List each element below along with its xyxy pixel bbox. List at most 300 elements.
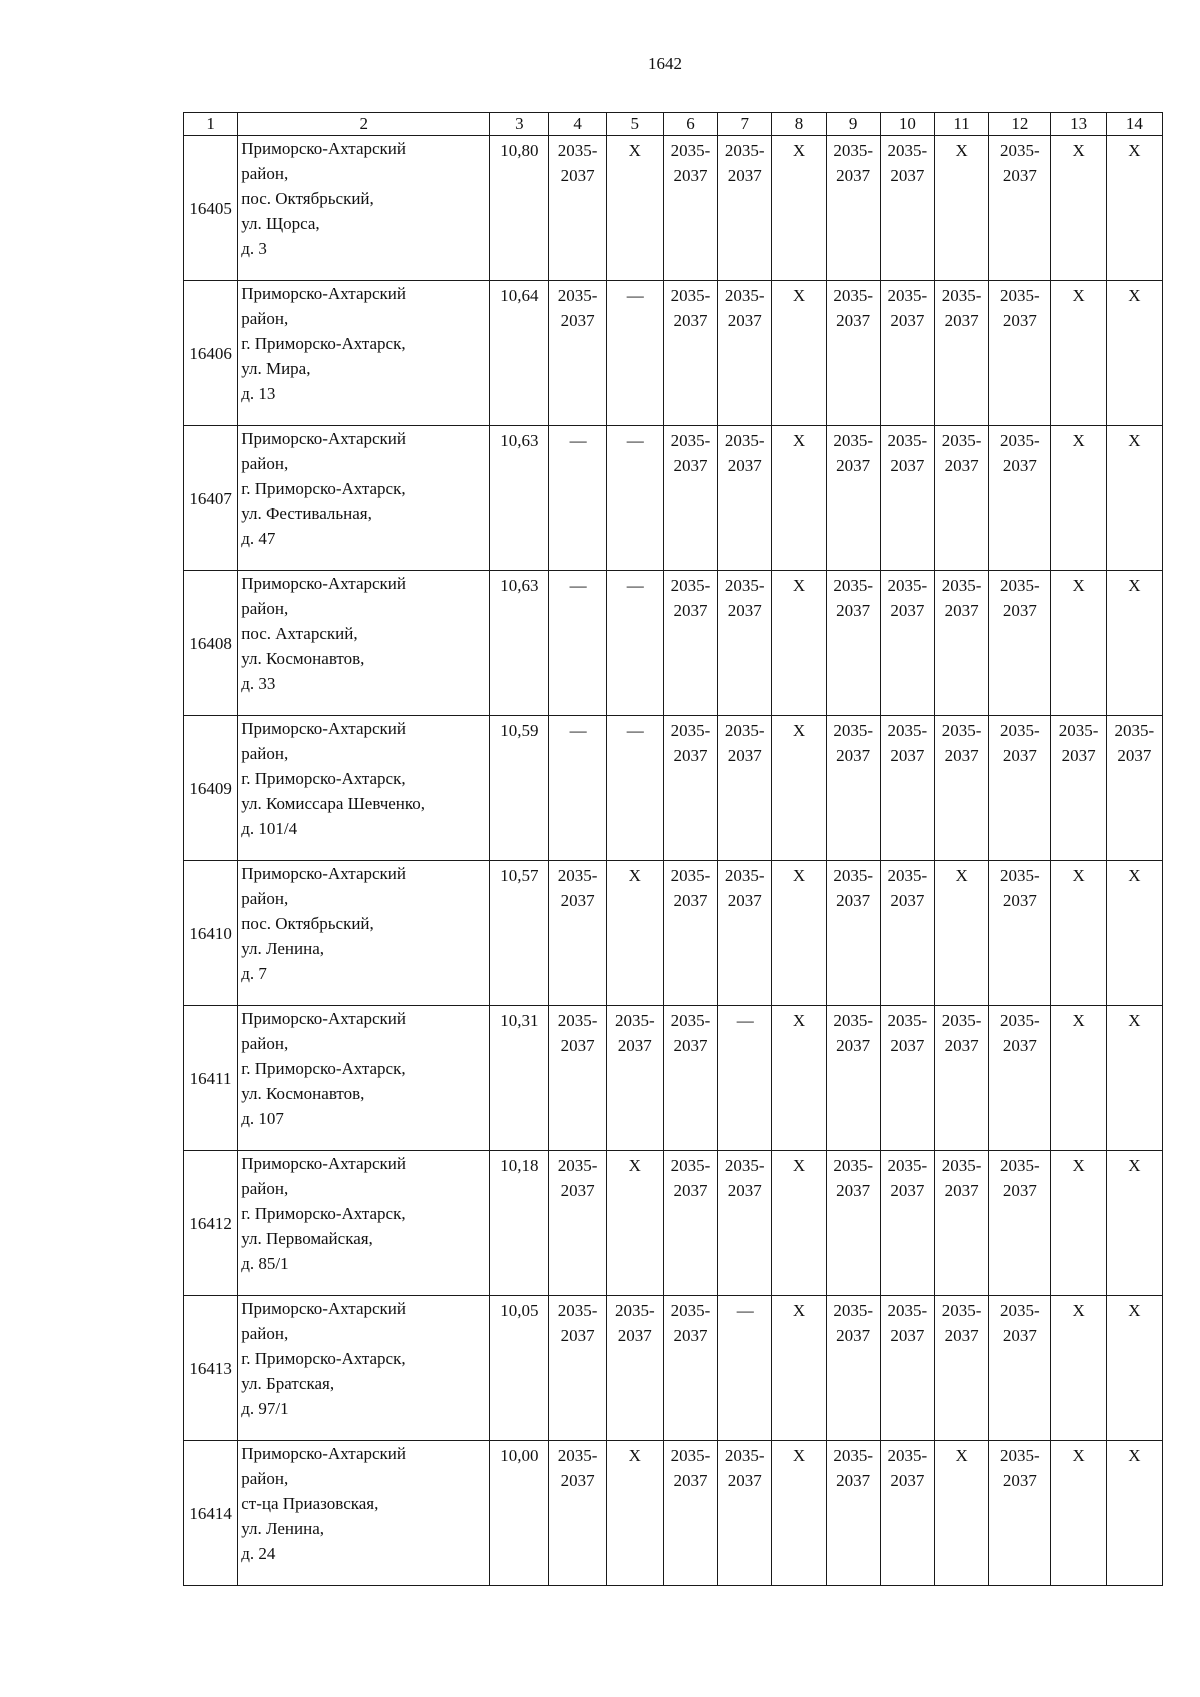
period-value: 2035-2037 bbox=[833, 866, 873, 910]
period-cell-col-6 bbox=[663, 1296, 717, 1441]
row-id-cell: 16409 bbox=[184, 716, 238, 861]
area-cell bbox=[490, 1006, 549, 1151]
period-value: 2035-2037 bbox=[1000, 576, 1040, 620]
period-value: 2035-2037 bbox=[1000, 1301, 1040, 1345]
period-value: 2035-2037 bbox=[670, 721, 711, 765]
period-value: 2035-2037 bbox=[833, 141, 873, 185]
address-line: Приморско-Ахтарский bbox=[241, 139, 406, 158]
address-line: район, bbox=[241, 599, 289, 618]
period-value: Х bbox=[1128, 431, 1141, 450]
period-cell-col-10 bbox=[880, 1441, 934, 1586]
period-value: 2035-2037 bbox=[833, 1301, 873, 1345]
table-row bbox=[184, 1441, 1163, 1586]
period-value: 2035-2037 bbox=[557, 286, 598, 330]
period-cell-col-4 bbox=[549, 426, 606, 571]
address-line: пос. Октябрьский, bbox=[241, 914, 374, 933]
period-cell-col-8 bbox=[772, 861, 826, 1006]
period-cell-col-12 bbox=[989, 426, 1051, 571]
period-value: 2035-2037 bbox=[887, 1301, 928, 1345]
address-line: д. 107 bbox=[241, 1109, 284, 1128]
period-value: Х bbox=[1072, 1446, 1085, 1465]
address-line: Приморско-Ахтарский bbox=[241, 1444, 406, 1463]
period-value: Х bbox=[628, 1156, 641, 1175]
period-cell-col-6 bbox=[663, 716, 717, 861]
period-cell-col-9 bbox=[826, 861, 880, 1006]
column-header-7: 7 bbox=[718, 113, 772, 136]
period-value: 2035-2037 bbox=[941, 1011, 982, 1055]
area-value: 10,64 bbox=[500, 286, 539, 305]
period-cell-col-4 bbox=[549, 1296, 606, 1441]
address-line: район, bbox=[241, 744, 289, 763]
period-value: 2035-2037 bbox=[670, 866, 711, 910]
period-cell-col-4 bbox=[549, 136, 606, 281]
period-cell-col-14 bbox=[1106, 281, 1162, 426]
area-value: 10,18 bbox=[500, 1156, 539, 1175]
period-value: 2035-2037 bbox=[670, 431, 711, 475]
period-cell-col-11 bbox=[935, 1151, 989, 1296]
period-value: 2035-2037 bbox=[614, 1011, 655, 1055]
period-value: Х bbox=[1128, 1301, 1141, 1320]
address-line: д. 7 bbox=[241, 964, 267, 983]
period-cell-col-9 bbox=[826, 281, 880, 426]
period-value: — bbox=[626, 286, 643, 305]
row-id-cell: 16405 bbox=[184, 136, 238, 281]
period-value: — bbox=[569, 721, 586, 740]
address-line: Приморско-Ахтарский bbox=[241, 1154, 406, 1173]
period-cell-col-13 bbox=[1051, 1006, 1106, 1151]
period-cell-col-11 bbox=[935, 281, 989, 426]
period-cell-col-13 bbox=[1051, 281, 1106, 426]
period-cell-col-14 bbox=[1106, 1151, 1162, 1296]
period-cell-col-4 bbox=[549, 1151, 606, 1296]
period-value: Х bbox=[792, 1011, 806, 1030]
period-cell-col-13 bbox=[1051, 571, 1106, 716]
area-cell bbox=[490, 426, 549, 571]
area-value: 10,63 bbox=[500, 576, 539, 595]
column-header-9: 9 bbox=[826, 113, 880, 136]
table-row bbox=[184, 716, 1163, 861]
period-cell-col-9 bbox=[826, 1441, 880, 1586]
period-cell-col-5 bbox=[606, 571, 663, 716]
period-cell-col-6 bbox=[663, 861, 717, 1006]
period-cell-col-5 bbox=[606, 1441, 663, 1586]
period-value: 2035-2037 bbox=[941, 286, 982, 330]
period-value: 2035-2037 bbox=[887, 721, 928, 765]
period-value: — bbox=[736, 1301, 753, 1320]
period-cell-col-14 bbox=[1106, 716, 1162, 861]
period-cell-col-11 bbox=[935, 716, 989, 861]
period-cell-col-6 bbox=[663, 281, 717, 426]
period-cell-col-4 bbox=[549, 571, 606, 716]
period-cell-col-7 bbox=[718, 716, 772, 861]
period-cell-col-9 bbox=[826, 1151, 880, 1296]
address-line: район, bbox=[241, 454, 289, 473]
period-cell-col-10 bbox=[880, 716, 934, 861]
period-value: 2035-2037 bbox=[557, 1156, 598, 1200]
column-header-14: 14 bbox=[1106, 113, 1162, 136]
table-row bbox=[184, 136, 1163, 281]
period-cell-col-8 bbox=[772, 281, 826, 426]
column-header-8: 8 bbox=[772, 113, 826, 136]
address-line: Приморско-Ахтарский bbox=[241, 429, 406, 448]
period-value: 2035-2037 bbox=[887, 1011, 928, 1055]
address-cell bbox=[238, 1296, 490, 1441]
period-value: Х bbox=[1072, 1301, 1085, 1320]
period-cell-col-7 bbox=[718, 1296, 772, 1441]
address-line: ст-ца Приазовская, bbox=[241, 1494, 379, 1513]
column-header-6: 6 bbox=[663, 113, 717, 136]
address-line: ул. Ленина, bbox=[241, 1519, 325, 1538]
period-value: — bbox=[626, 721, 643, 740]
address-line: район, bbox=[241, 164, 289, 183]
period-cell-col-8 bbox=[772, 1006, 826, 1151]
period-cell-col-9 bbox=[826, 1296, 880, 1441]
period-value: 2035-2037 bbox=[887, 141, 928, 185]
address-line: г. Приморско-Ахтарск, bbox=[241, 1059, 406, 1078]
period-value: 2035-2037 bbox=[833, 286, 873, 330]
table-row bbox=[184, 861, 1163, 1006]
address-line: ул. Мира, bbox=[241, 359, 311, 378]
period-cell-col-6 bbox=[663, 426, 717, 571]
column-header-12: 12 bbox=[989, 113, 1051, 136]
period-value: 2035-2037 bbox=[941, 431, 982, 475]
period-value: 2035-2037 bbox=[724, 286, 765, 330]
period-cell-col-12 bbox=[989, 1151, 1051, 1296]
period-value: 2035-2037 bbox=[724, 431, 765, 475]
period-cell-col-11 bbox=[935, 136, 989, 281]
period-cell-col-6 bbox=[663, 1441, 717, 1586]
period-value: 2035-2037 bbox=[1114, 721, 1155, 765]
address-line: район, bbox=[241, 1034, 289, 1053]
address-line: ул. Ленина, bbox=[241, 939, 325, 958]
address-line: Приморско-Ахтарский bbox=[241, 1299, 406, 1318]
address-line: ул. Космонавтов, bbox=[241, 1084, 365, 1103]
period-value: 2035-2037 bbox=[941, 1156, 982, 1200]
period-cell-col-6 bbox=[663, 136, 717, 281]
area-cell bbox=[490, 716, 549, 861]
address-line: Приморско-Ахтарский bbox=[241, 284, 406, 303]
period-cell-col-12 bbox=[989, 1296, 1051, 1441]
period-value: 2035-2037 bbox=[670, 1011, 711, 1055]
address-line: г. Приморско-Ахтарск, bbox=[241, 1204, 406, 1223]
period-value: Х bbox=[1072, 1011, 1085, 1030]
period-cell-col-4 bbox=[549, 861, 606, 1006]
period-value: — bbox=[736, 1011, 753, 1030]
period-cell-col-8 bbox=[772, 716, 826, 861]
period-cell-col-11 bbox=[935, 1441, 989, 1586]
address-line: г. Приморско-Ахтарск, bbox=[241, 334, 406, 353]
column-header-2: 2 bbox=[238, 113, 490, 136]
period-value: 2035-2037 bbox=[1000, 286, 1040, 330]
area-value: 10,05 bbox=[500, 1301, 539, 1320]
table-header-row bbox=[184, 113, 1163, 136]
row-id-cell: 16411 bbox=[184, 1006, 238, 1151]
address-line: район, bbox=[241, 1324, 289, 1343]
address-line: д. 3 bbox=[241, 239, 267, 258]
address-cell bbox=[238, 136, 490, 281]
period-cell-col-13 bbox=[1051, 1296, 1106, 1441]
period-cell-col-4 bbox=[549, 716, 606, 861]
address-cell bbox=[238, 1151, 490, 1296]
area-value: 10,00 bbox=[500, 1446, 539, 1465]
period-value: Х bbox=[1072, 866, 1085, 885]
table-body bbox=[184, 113, 1163, 1586]
row-id-cell: 16412 bbox=[184, 1151, 238, 1296]
area-value: 10,57 bbox=[500, 866, 539, 885]
address-line: Приморско-Ахтарский bbox=[241, 574, 406, 593]
period-cell-col-9 bbox=[826, 716, 880, 861]
period-value: 2035-2037 bbox=[670, 1446, 711, 1490]
area-cell bbox=[490, 571, 549, 716]
period-cell-col-14 bbox=[1106, 1006, 1162, 1151]
period-value: 2035-2037 bbox=[887, 286, 928, 330]
address-line: г. Приморско-Ахтарск, bbox=[241, 769, 406, 788]
period-value: 2035-2037 bbox=[724, 1446, 765, 1490]
period-cell-col-14 bbox=[1106, 571, 1162, 716]
period-value: 2035-2037 bbox=[1058, 721, 1099, 765]
period-cell-col-6 bbox=[663, 1151, 717, 1296]
address-cell bbox=[238, 281, 490, 426]
period-cell-col-7 bbox=[718, 426, 772, 571]
period-cell-col-10 bbox=[880, 281, 934, 426]
address-line: д. 47 bbox=[241, 529, 276, 548]
period-cell-col-13 bbox=[1051, 1151, 1106, 1296]
area-cell bbox=[490, 1296, 549, 1441]
period-cell-col-8 bbox=[772, 1441, 826, 1586]
period-value: Х bbox=[1128, 1011, 1141, 1030]
address-line: ул. Комиссара Шевченко, bbox=[241, 794, 426, 813]
period-value: Х bbox=[792, 431, 806, 450]
address-line: д. 13 bbox=[241, 384, 276, 403]
period-value: 2035-2037 bbox=[941, 576, 982, 620]
period-cell-col-9 bbox=[826, 1006, 880, 1151]
period-cell-col-8 bbox=[772, 426, 826, 571]
period-value: 2035-2037 bbox=[557, 141, 598, 185]
address-line: район, bbox=[241, 1179, 289, 1198]
address-line: ул. Космонавтов, bbox=[241, 649, 365, 668]
period-value: Х bbox=[792, 576, 806, 595]
period-cell-col-4 bbox=[549, 1441, 606, 1586]
row-id-cell: 16407 bbox=[184, 426, 238, 571]
table-row bbox=[184, 426, 1163, 571]
column-header-5: 5 bbox=[606, 113, 663, 136]
period-cell-col-11 bbox=[935, 861, 989, 1006]
period-value: Х bbox=[628, 141, 641, 160]
period-value: Х bbox=[1128, 1156, 1141, 1175]
period-cell-col-8 bbox=[772, 136, 826, 281]
area-cell bbox=[490, 136, 549, 281]
period-cell-col-12 bbox=[989, 1006, 1051, 1151]
period-cell-col-9 bbox=[826, 426, 880, 571]
column-header-3: 3 bbox=[490, 113, 549, 136]
period-value: Х bbox=[955, 141, 968, 160]
period-value: 2035-2037 bbox=[1000, 721, 1040, 765]
period-value: Х bbox=[792, 866, 806, 885]
period-value: Х bbox=[792, 286, 806, 305]
address-cell bbox=[238, 1006, 490, 1151]
period-cell-col-10 bbox=[880, 1006, 934, 1151]
period-cell-col-8 bbox=[772, 571, 826, 716]
period-value: 2035-2037 bbox=[833, 576, 873, 620]
address-line: ул. Первомайская, bbox=[241, 1229, 373, 1248]
address-cell bbox=[238, 571, 490, 716]
period-value: 2035-2037 bbox=[1000, 1156, 1040, 1200]
period-cell-col-7 bbox=[718, 281, 772, 426]
row-id-cell: 16413 bbox=[184, 1296, 238, 1441]
area-value: 10,63 bbox=[500, 431, 539, 450]
period-cell-col-6 bbox=[663, 571, 717, 716]
period-cell-col-14 bbox=[1106, 136, 1162, 281]
period-value: Х bbox=[1128, 141, 1141, 160]
address-cell bbox=[238, 1441, 490, 1586]
period-value: 2035-2037 bbox=[670, 576, 711, 620]
period-cell-col-12 bbox=[989, 571, 1051, 716]
address-cell bbox=[238, 716, 490, 861]
area-cell bbox=[490, 1441, 549, 1586]
period-value: 2035-2037 bbox=[887, 1156, 928, 1200]
period-value: Х bbox=[792, 1446, 806, 1465]
period-cell-col-4 bbox=[549, 1006, 606, 1151]
period-value: Х bbox=[1072, 286, 1085, 305]
period-cell-col-10 bbox=[880, 1151, 934, 1296]
period-value: 2035-2037 bbox=[1000, 866, 1040, 910]
period-cell-col-11 bbox=[935, 426, 989, 571]
period-value: 2035-2037 bbox=[614, 1301, 655, 1345]
period-cell-col-7 bbox=[718, 136, 772, 281]
row-id-cell: 16414 bbox=[184, 1441, 238, 1586]
area-value: 10,59 bbox=[500, 721, 539, 740]
period-value: 2035-2037 bbox=[1000, 141, 1040, 185]
period-cell-col-10 bbox=[880, 426, 934, 571]
period-cell-col-8 bbox=[772, 1151, 826, 1296]
period-cell-col-5 bbox=[606, 136, 663, 281]
period-cell-col-10 bbox=[880, 1296, 934, 1441]
period-value: 2035-2037 bbox=[833, 431, 873, 475]
period-cell-col-14 bbox=[1106, 1296, 1162, 1441]
period-cell-col-5 bbox=[606, 1006, 663, 1151]
table-row bbox=[184, 1006, 1163, 1151]
period-value: — bbox=[626, 431, 643, 450]
address-line: район, bbox=[241, 309, 289, 328]
period-value: — bbox=[626, 576, 643, 595]
period-cell-col-13 bbox=[1051, 426, 1106, 571]
area-value: 10,80 bbox=[500, 141, 539, 160]
period-value: 2035-2037 bbox=[670, 286, 711, 330]
period-cell-col-5 bbox=[606, 281, 663, 426]
period-value: 2035-2037 bbox=[941, 721, 982, 765]
period-cell-col-9 bbox=[826, 136, 880, 281]
column-header-13: 13 bbox=[1051, 113, 1106, 136]
address-line: г. Приморско-Ахтарск, bbox=[241, 1349, 406, 1368]
address-line: Приморско-Ахтарский bbox=[241, 864, 406, 883]
period-value: Х bbox=[792, 1301, 806, 1320]
period-cell-col-11 bbox=[935, 571, 989, 716]
address-line: д. 101/4 bbox=[241, 819, 298, 838]
period-cell-col-10 bbox=[880, 571, 934, 716]
period-value: — bbox=[569, 576, 586, 595]
address-line: д. 33 bbox=[241, 674, 276, 693]
period-cell-col-7 bbox=[718, 1151, 772, 1296]
period-value: 2035-2037 bbox=[887, 866, 928, 910]
period-value: 2035-2037 bbox=[887, 431, 928, 475]
period-value: Х bbox=[1128, 1446, 1141, 1465]
period-cell-col-6 bbox=[663, 1006, 717, 1151]
period-value: 2035-2037 bbox=[724, 1156, 765, 1200]
period-cell-col-5 bbox=[606, 426, 663, 571]
period-cell-col-13 bbox=[1051, 1441, 1106, 1586]
period-cell-col-7 bbox=[718, 861, 772, 1006]
address-cell bbox=[238, 426, 490, 571]
period-cell-col-14 bbox=[1106, 861, 1162, 1006]
period-value: 2035-2037 bbox=[670, 1301, 711, 1345]
period-cell-col-11 bbox=[935, 1006, 989, 1151]
period-cell-col-12 bbox=[989, 281, 1051, 426]
period-value: Х bbox=[1072, 141, 1085, 160]
address-line: Приморско-Ахтарский bbox=[241, 1009, 406, 1028]
row-id-cell: 16408 bbox=[184, 571, 238, 716]
table-row bbox=[184, 1151, 1163, 1296]
period-cell-col-5 bbox=[606, 1296, 663, 1441]
address-line: Приморско-Ахтарский bbox=[241, 719, 406, 738]
period-cell-col-12 bbox=[989, 136, 1051, 281]
period-value: 2035-2037 bbox=[1000, 1446, 1040, 1490]
address-line: ул. Фестивальная, bbox=[241, 504, 372, 523]
column-header-4: 4 bbox=[549, 113, 606, 136]
period-cell-col-13 bbox=[1051, 861, 1106, 1006]
table-row bbox=[184, 1296, 1163, 1441]
area-cell bbox=[490, 1151, 549, 1296]
period-cell-col-9 bbox=[826, 571, 880, 716]
period-value: Х bbox=[1128, 286, 1141, 305]
period-value: 2035-2037 bbox=[724, 141, 765, 185]
area-cell bbox=[490, 281, 549, 426]
period-cell-col-12 bbox=[989, 861, 1051, 1006]
address-line: д. 85/1 bbox=[241, 1254, 289, 1273]
period-value: 2035-2037 bbox=[724, 866, 765, 910]
address-line: д. 24 bbox=[241, 1544, 276, 1563]
period-cell-col-4 bbox=[549, 281, 606, 426]
period-cell-col-10 bbox=[880, 861, 934, 1006]
registry-table bbox=[183, 112, 1163, 1586]
period-value: 2035-2037 bbox=[670, 1156, 711, 1200]
period-value: Х bbox=[792, 721, 806, 740]
period-value: Х bbox=[955, 1446, 968, 1465]
period-value: 2035-2037 bbox=[557, 1446, 598, 1490]
period-cell-col-5 bbox=[606, 716, 663, 861]
period-value: 2035-2037 bbox=[557, 1301, 598, 1345]
period-cell-col-8 bbox=[772, 1296, 826, 1441]
period-cell-col-13 bbox=[1051, 136, 1106, 281]
period-value: 2035-2037 bbox=[833, 1011, 873, 1055]
page-number: 1642 bbox=[648, 54, 682, 73]
period-value: Х bbox=[628, 1446, 641, 1465]
address-line: пос. Октябрьский, bbox=[241, 189, 374, 208]
period-cell-col-10 bbox=[880, 136, 934, 281]
row-id-cell: 16406 bbox=[184, 281, 238, 426]
period-cell-col-7 bbox=[718, 1441, 772, 1586]
period-cell-col-13 bbox=[1051, 716, 1106, 861]
period-value: Х bbox=[1072, 1156, 1085, 1175]
address-line: ул. Братская, bbox=[241, 1374, 335, 1393]
period-cell-col-5 bbox=[606, 861, 663, 1006]
period-value: 2035-2037 bbox=[833, 1446, 873, 1490]
period-value: 2035-2037 bbox=[833, 1156, 873, 1200]
period-value: 2035-2037 bbox=[833, 721, 873, 765]
period-cell-col-12 bbox=[989, 1441, 1051, 1586]
address-line: район, bbox=[241, 889, 289, 908]
period-value: Х bbox=[1128, 576, 1141, 595]
period-value: 2035-2037 bbox=[670, 141, 711, 185]
